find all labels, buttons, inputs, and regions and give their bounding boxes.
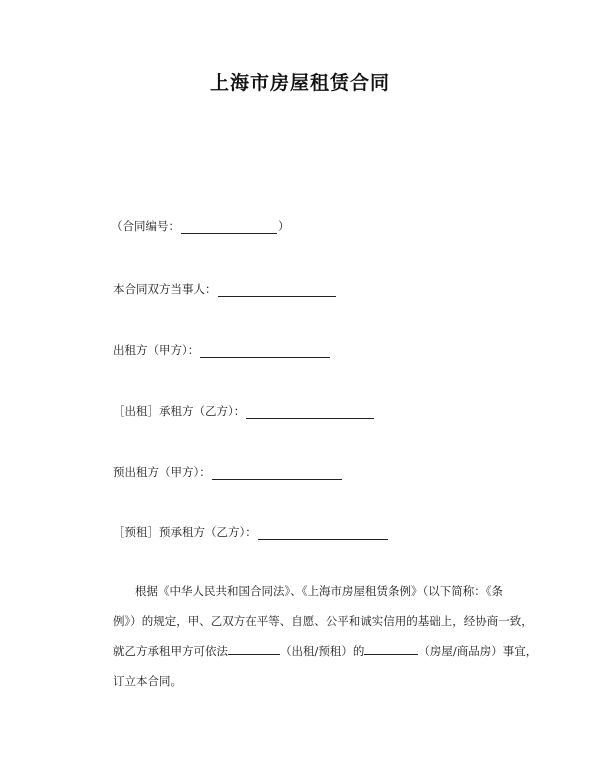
preamble-paragraph bbox=[113, 576, 538, 696]
contract-number-suffix: ） bbox=[278, 219, 290, 233]
pre-lessee-field bbox=[113, 522, 389, 540]
rent-type-blank[interactable] bbox=[228, 643, 280, 655]
preamble-line-4: 订立本合同。 bbox=[113, 674, 182, 688]
parties-field bbox=[113, 279, 337, 297]
lessee-field bbox=[113, 401, 375, 419]
preamble-line-1: 根据《中华人民共和国合同法》、《上海市房屋租赁条例》（以下简称：《条 bbox=[135, 584, 503, 598]
contract-number-blank[interactable] bbox=[181, 221, 277, 234]
parties-blank[interactable] bbox=[218, 284, 336, 297]
lessor-blank[interactable] bbox=[200, 345, 330, 358]
preamble-line-2: 例》）的规定，甲、乙双方在平等、自愿、公平和诚实信用的基础上，经协商一致， bbox=[113, 614, 533, 628]
document-title: 上海市房屋租赁合同 bbox=[209, 72, 390, 94]
lessee-blank[interactable] bbox=[246, 406, 374, 419]
lessee-label: ［出租］承租方（乙方）： bbox=[113, 404, 246, 418]
preamble-line-3-part-2: （出租/预租）的 bbox=[280, 644, 365, 658]
contract-number-field bbox=[111, 216, 290, 234]
preamble-line-3 bbox=[113, 636, 538, 666]
pre-lessor-label: 预出租方（甲方）： bbox=[113, 465, 211, 479]
pre-lessee-blank[interactable] bbox=[258, 527, 388, 540]
preamble-line-3-part-3: （房屋/商品房）事宜， bbox=[418, 644, 538, 658]
contract-number-label: （合同编号： bbox=[111, 219, 180, 233]
pre-lessor-blank[interactable] bbox=[212, 467, 342, 480]
lessor-field bbox=[113, 340, 331, 358]
lessor-label: 出租方（甲方）： bbox=[113, 343, 200, 357]
parties-label: 本合同双方当事人： bbox=[113, 282, 217, 296]
property-type-blank[interactable] bbox=[364, 643, 418, 655]
preamble-line-3-part-1: 就乙方承租甲方可依法 bbox=[113, 644, 228, 658]
pre-lessor-field bbox=[113, 462, 343, 480]
pre-lessee-label: ［预租］预承租方（乙方）： bbox=[113, 525, 257, 539]
